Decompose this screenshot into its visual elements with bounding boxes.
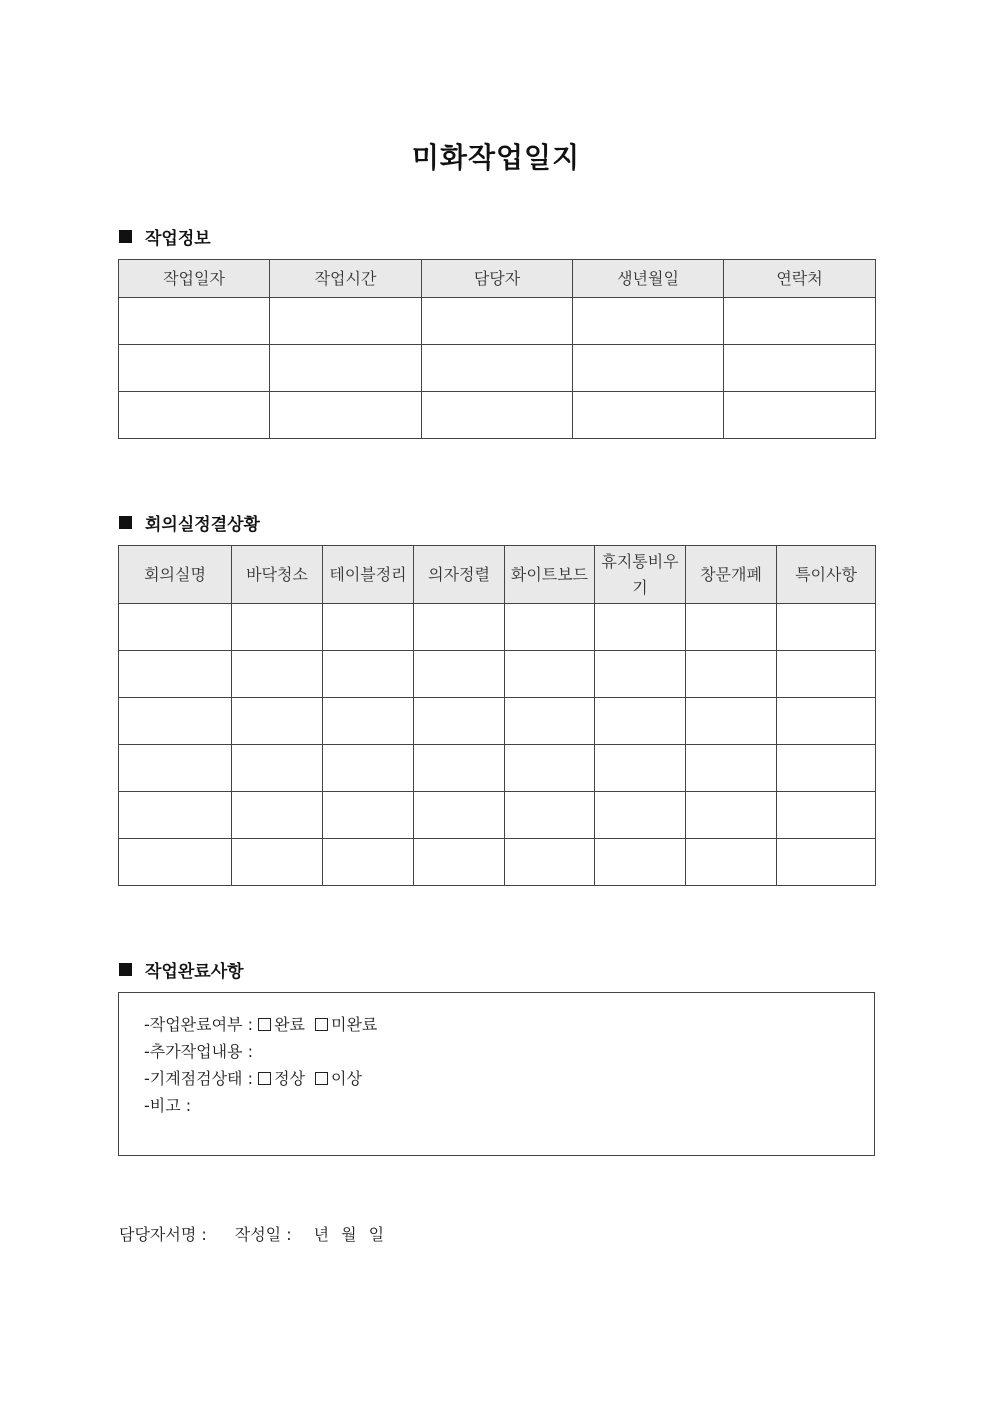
table-cell[interactable]	[232, 698, 323, 745]
table-cell[interactable]	[777, 651, 876, 698]
additional-work-line	[144, 1038, 387, 1065]
column-header: 휴지통비우기	[595, 546, 686, 604]
header-row	[119, 260, 876, 298]
date-label: 작성일 :	[234, 1225, 292, 1244]
table-cell[interactable]	[323, 651, 414, 698]
table-cell[interactable]	[232, 745, 323, 792]
table-cell[interactable]	[414, 651, 505, 698]
table-cell[interactable]	[505, 745, 595, 792]
table-cell[interactable]	[323, 839, 414, 886]
table-cell[interactable]	[414, 839, 505, 886]
option-label: 정상	[274, 1069, 306, 1088]
column-header: 연락처	[724, 260, 876, 298]
table-row	[119, 839, 876, 886]
table-cell[interactable]	[422, 345, 573, 392]
section-heading-label: 회의실정결상황	[145, 515, 260, 535]
table-row	[119, 792, 876, 839]
column-header: 테이블정리	[323, 546, 414, 604]
option-label: 완료	[274, 1015, 306, 1034]
section-heading-completion	[119, 957, 244, 982]
table-cell[interactable]	[724, 392, 876, 439]
section-heading-label: 작업정보	[145, 229, 211, 249]
inspection-line	[144, 1065, 387, 1092]
year-label: 년	[313, 1225, 330, 1244]
table-cell[interactable]	[505, 698, 595, 745]
option-abnormal[interactable]	[315, 1069, 362, 1088]
table-cell[interactable]	[323, 792, 414, 839]
checkbox-icon[interactable]	[315, 1018, 328, 1031]
table-cell[interactable]	[573, 392, 724, 439]
meeting-room-table	[118, 545, 876, 886]
table-cell[interactable]	[595, 792, 686, 839]
section-heading-label: 작업완료사항	[145, 962, 244, 982]
table-cell[interactable]	[505, 792, 595, 839]
black-square-icon	[119, 963, 132, 976]
table-cell[interactable]	[595, 698, 686, 745]
table-cell[interactable]	[686, 651, 777, 698]
table-cell[interactable]	[686, 698, 777, 745]
table-cell[interactable]	[686, 792, 777, 839]
column-header: 담당자	[422, 260, 573, 298]
option-incomplete[interactable]	[315, 1015, 377, 1034]
table-cell[interactable]	[232, 792, 323, 839]
table-cell[interactable]	[232, 604, 323, 651]
table-cell[interactable]	[323, 745, 414, 792]
column-header: 특이사항	[777, 546, 876, 604]
table-cell[interactable]	[777, 745, 876, 792]
table-cell[interactable]	[119, 839, 232, 886]
table-cell[interactable]	[573, 345, 724, 392]
table-row	[119, 745, 876, 792]
table-cell[interactable]	[119, 745, 232, 792]
table-row	[119, 392, 876, 439]
signature-line	[119, 1222, 384, 1248]
table-cell[interactable]	[270, 298, 422, 345]
table-cell[interactable]	[777, 792, 876, 839]
column-header: 회의실명	[119, 546, 232, 604]
option-label: 미완료	[331, 1015, 378, 1034]
completion-status-line	[144, 1011, 387, 1038]
option-complete[interactable]	[258, 1015, 305, 1034]
table-cell[interactable]	[724, 298, 876, 345]
column-header: 생년월일	[573, 260, 724, 298]
table-cell[interactable]	[686, 604, 777, 651]
table-cell[interactable]	[414, 698, 505, 745]
checkbox-icon[interactable]	[315, 1072, 328, 1085]
table-row	[119, 698, 876, 745]
table-cell[interactable]	[777, 604, 876, 651]
table-cell[interactable]	[119, 651, 232, 698]
page-title: 미화작업일지	[411, 141, 581, 174]
table-cell[interactable]	[505, 651, 595, 698]
column-header: 작업시간	[270, 260, 422, 298]
table-cell[interactable]	[414, 604, 505, 651]
table-cell[interactable]	[777, 698, 876, 745]
table-cell[interactable]	[270, 392, 422, 439]
table-row	[119, 651, 876, 698]
work-info-table	[118, 259, 876, 439]
remarks-label: -비고 :	[144, 1096, 192, 1115]
table-cell[interactable]	[724, 345, 876, 392]
table-cell[interactable]	[686, 745, 777, 792]
table-cell[interactable]	[505, 604, 595, 651]
black-square-icon	[119, 516, 132, 529]
table-cell[interactable]	[270, 345, 422, 392]
table-cell[interactable]	[232, 839, 323, 886]
header-row	[119, 546, 876, 604]
checkbox-icon[interactable]	[258, 1072, 271, 1085]
option-label: 이상	[331, 1069, 362, 1088]
checkbox-icon[interactable]	[258, 1018, 271, 1031]
inspection-label: -기계점검상태 :	[144, 1069, 253, 1088]
column-header: 창문개폐	[686, 546, 777, 604]
table-cell[interactable]	[119, 298, 270, 345]
table-cell[interactable]	[422, 298, 573, 345]
table-cell[interactable]	[505, 839, 595, 886]
completion-box	[118, 992, 875, 1156]
table-cell[interactable]	[595, 745, 686, 792]
table-cell[interactable]	[573, 298, 724, 345]
completion-status-label: -작업완료여부 :	[144, 1015, 253, 1034]
table-cell[interactable]	[119, 392, 270, 439]
table-cell[interactable]	[595, 604, 686, 651]
additional-work-label: -추가작업내용 :	[144, 1042, 253, 1061]
section-heading-work-info	[119, 224, 211, 249]
signature-label: 담당자서명 :	[119, 1225, 207, 1244]
table-cell[interactable]	[232, 651, 323, 698]
table-cell[interactable]	[686, 839, 777, 886]
table-row	[119, 298, 876, 345]
table-cell[interactable]	[323, 698, 414, 745]
column-header: 작업일자	[119, 260, 270, 298]
table-cell[interactable]	[595, 651, 686, 698]
table-cell[interactable]	[323, 604, 414, 651]
table-cell[interactable]	[119, 698, 232, 745]
table-cell[interactable]	[595, 839, 686, 886]
column-header: 화이트보드	[505, 546, 595, 604]
table-row	[119, 604, 876, 651]
column-header: 바닥청소	[232, 546, 323, 604]
table-cell[interactable]	[119, 604, 232, 651]
black-square-icon	[119, 230, 132, 243]
table-row	[119, 345, 876, 392]
table-cell[interactable]	[422, 392, 573, 439]
column-header: 의자정렬	[414, 546, 505, 604]
month-label: 월	[341, 1225, 357, 1244]
table-cell[interactable]	[414, 745, 505, 792]
remarks-line	[144, 1092, 387, 1119]
option-normal[interactable]	[258, 1069, 305, 1088]
table-cell[interactable]	[777, 839, 876, 886]
table-cell[interactable]	[414, 792, 505, 839]
table-cell[interactable]	[119, 345, 270, 392]
section-heading-meeting-room	[119, 510, 260, 535]
table-cell[interactable]	[119, 792, 232, 839]
day-label: 일	[368, 1225, 385, 1244]
